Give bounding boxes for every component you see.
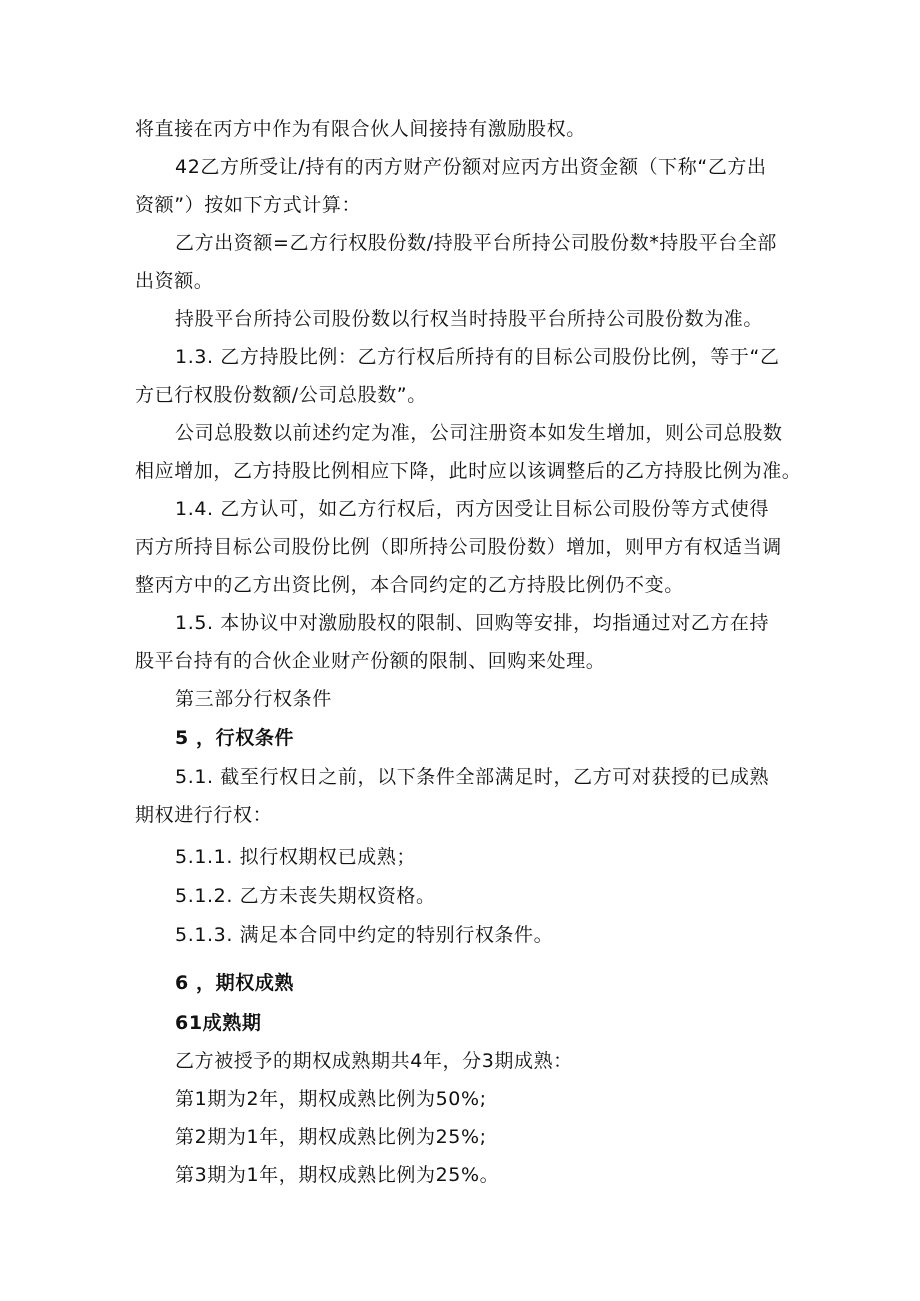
- paragraph-line: 相应增加，乙方持股比例相应下降，此时应以该调整后的乙方持股比例为准。: [135, 460, 802, 482]
- paragraph-line: 整丙方中的乙方出资比例，本合同约定的乙方持股比例仍不变。: [135, 574, 684, 596]
- formula-line: 乙方出资额=乙方行权股份数/持股平台所持公司股份数*持股平台全部: [175, 232, 778, 254]
- paragraph-line: 公司总股数以前述约定为准，公司注册资本如发生增加，则公司总股数: [175, 422, 783, 444]
- paragraph-line: 资额”）按如下方式计算：: [135, 194, 362, 216]
- article-6-heading: 6 ，期权成熟: [175, 972, 295, 994]
- clause-5-1-3-line: 5.1.3. 满足本合同中约定的特别行权条件。: [175, 924, 554, 946]
- vesting-period-line: 第2期为1年，期权成熟比例为25%;: [175, 1126, 487, 1148]
- clause-6-1-heading: 61成熟期: [175, 1012, 262, 1034]
- article-5-heading: 5 ，行权条件: [175, 727, 295, 749]
- paragraph-line: 将直接在丙方中作为有限合伙人间接持有激励股权。: [135, 118, 586, 140]
- paragraph-line: 股平台持有的合伙企业财产份额的限制、回购来处理。: [135, 650, 606, 672]
- clause-4-2-line: 42乙方所受让/持有的丙方财产份额对应丙方出资金额（下称“乙方出: [175, 156, 767, 178]
- clause-1-3-line: 1.3. 乙方持股比例：乙方行权后所持有的目标公司股份比例，等于“乙: [175, 346, 780, 368]
- paragraph-line: 丙方所持目标公司股份比例（即所持公司股份数）增加，则甲方有权适当调: [135, 536, 782, 558]
- formula-line: 出资额。: [135, 270, 214, 292]
- section-heading: 第三部分行权条件: [175, 688, 332, 710]
- clause-5-1-2-line: 5.1.2. 乙方未丧失期权资格。: [175, 885, 436, 907]
- clause-1-4-line: 1.4. 乙方认可，如乙方行权后，丙方因受让目标公司股份等方式使得: [175, 498, 770, 520]
- clause-1-5-line: 1.5. 本协议中对激励股权的限制、回购等安排，均指通过对乙方在持: [175, 612, 770, 634]
- vesting-period-line: 第3期为1年，期权成熟比例为25%。: [175, 1164, 500, 1186]
- paragraph-line: 乙方被授予的期权成熟期共4年，分3期成熟：: [175, 1050, 573, 1072]
- vesting-period-line: 第1期为2年，期权成熟比例为50%;: [175, 1088, 487, 1110]
- paragraph-line: 方已行权股份数额/公司总股数”。: [135, 384, 427, 406]
- clause-5-1-1-line: 5.1.1. 拟行权期权已成熟；: [175, 846, 417, 868]
- paragraph-line: 期权进行行权：: [135, 804, 273, 826]
- paragraph-line: 持股平台所持公司股份数以行权当时持股平台所持公司股份数为准。: [175, 308, 764, 330]
- clause-5-1-line: 5.1. 截至行权日之前，以下条件全部满足时，乙方可对获授的已成熟: [175, 766, 770, 788]
